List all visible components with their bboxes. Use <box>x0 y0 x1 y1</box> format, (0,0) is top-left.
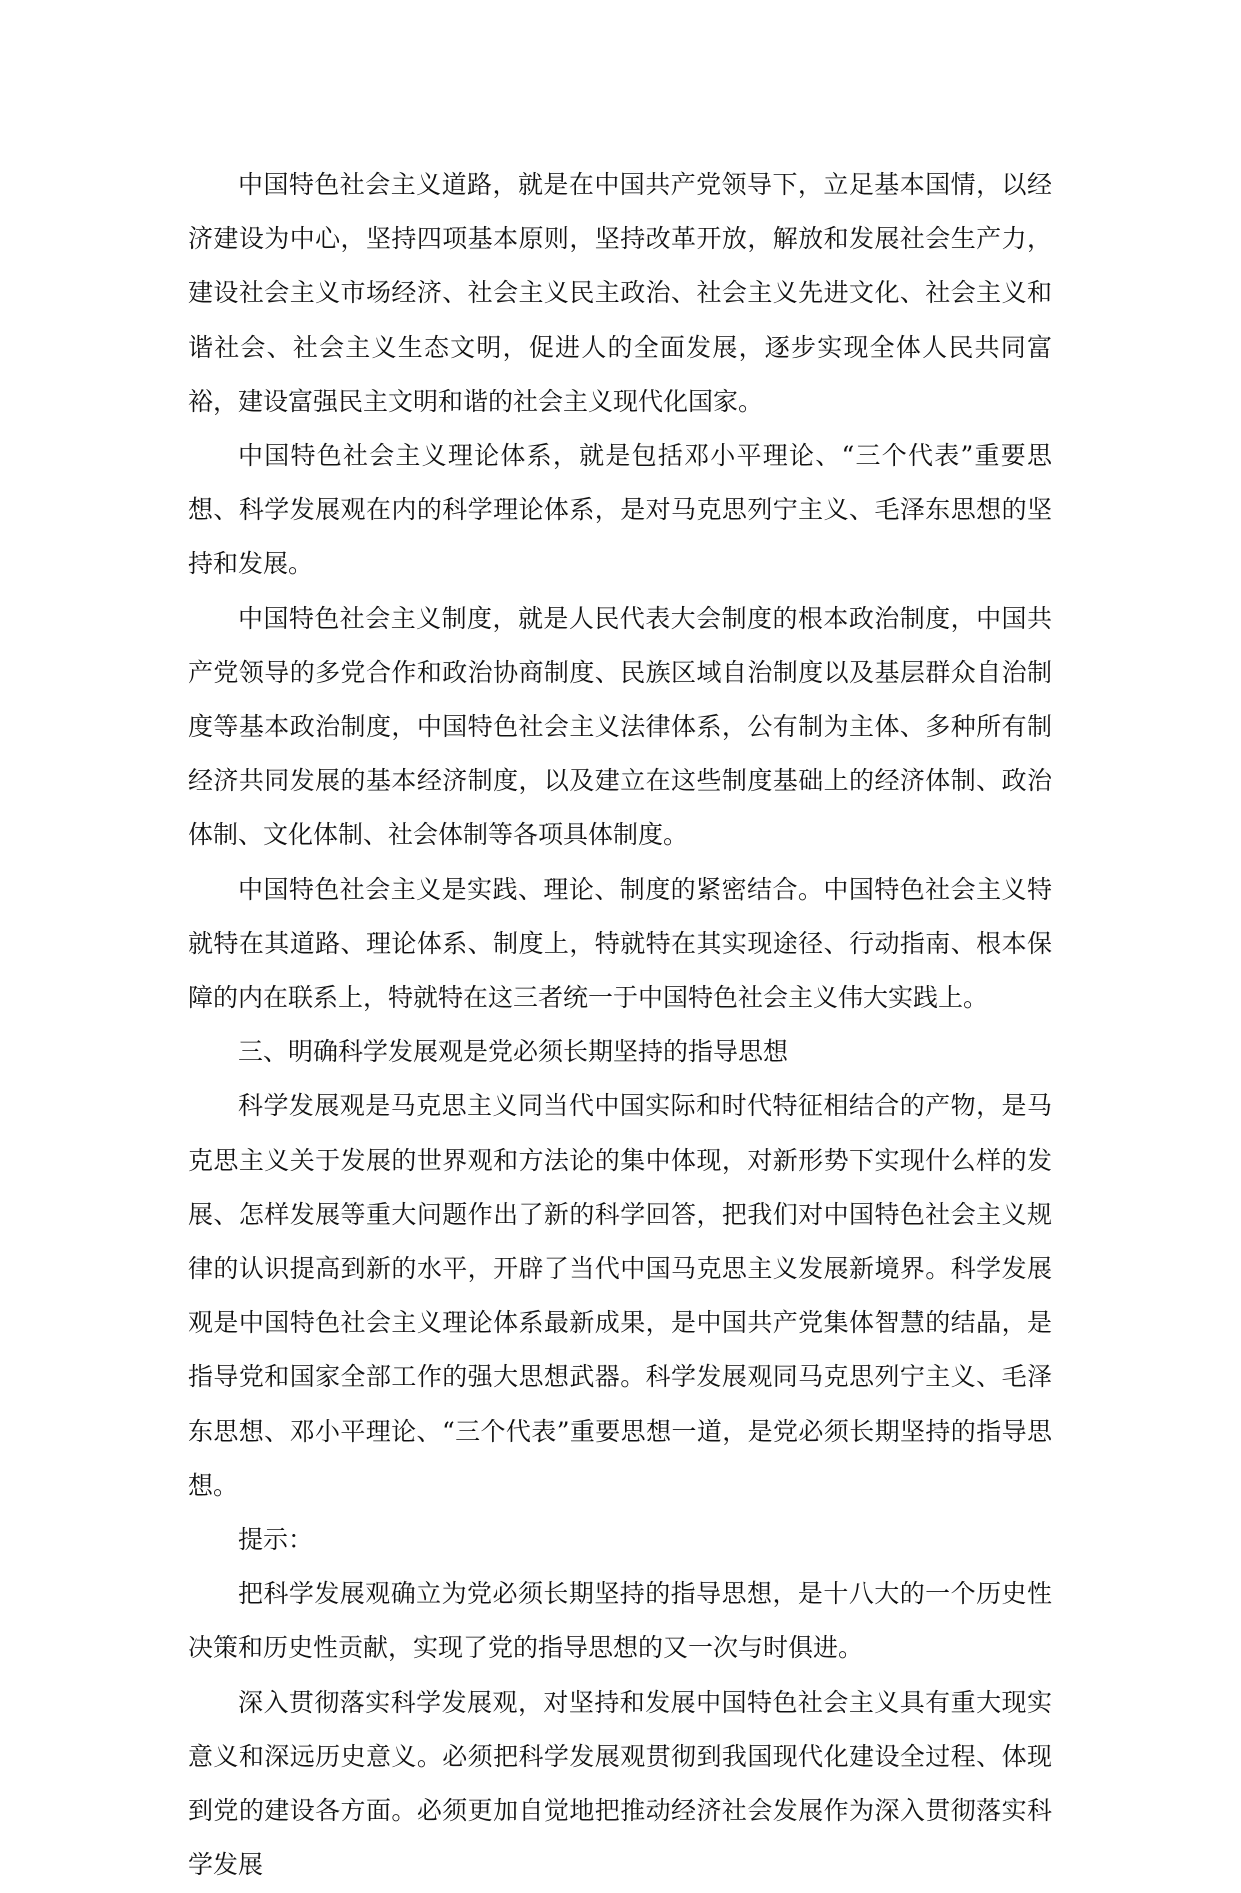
document-body <box>188 158 1052 1893</box>
section-heading-scientific-outlook: 三、明确科学发展观是党必须长期坚持的指导思想 <box>238 1037 789 1067</box>
tip-heading: 提示： <box>238 1525 314 1555</box>
paragraph-theoretical-system: 中国特色社会主义理论体系，就是包括邓小平理论、“三个代表”重要思想、科学发展观在内的科学理论体系，是对马克思列宁主义、毛泽东思想的坚持和发展。 <box>188 441 1052 579</box>
paragraph-combination: 中国特色社会主义是实践、理论、制度的紧密结合。中国特色社会主义特就特在其道路、理论体系、制度上，特就特在其实现途径、行动指南、根本保障的内在联系上，特就特在这三者统一于中国特色社会主义伟大实践上。 <box>188 874 1052 1013</box>
paragraph-tip-historic-decision: 把科学发展观确立为党必须长期坚持的指导思想，是十八大的一个历史性决策和历史性贡献，实现了党的指导思想的又一次与时俱进。 <box>188 1579 1052 1663</box>
paragraph-socialist-road: 中国特色社会主义道路，就是在中国共产党领导下，立足基本国情，以经济建设为中心，坚持四项基本原则，坚持改革开放，解放和发展社会生产力，建设社会主义市场经济、社会主义民主政治、社会主义先进文化、社会主义和谐社会、社会主义生态文明，促进人的全面发展，逐步实现全体人民共同富裕，建设富强民主文明和谐的社会主义现代化国家。 <box>188 170 1052 416</box>
paragraph-scientific-outlook: 科学发展观是马克思主义同当代中国实际和时代特征相结合的产物，是马克思主义关于发展的世界观和方法论的集中体现，对新形势下实现什么样的发展、怎样发展等重大问题作出了新的科学回答，把我们对中国特色社会主义规律的认识提高到新的水平，开辟了当代中国马克思主义发展新境界。科学发展观是中国特色社会主义理论体系最新成果，是中国共产党集体智慧的结晶，是指导党和国家全部工作的强大思想武器。科学发展观同马克思列宁主义、毛泽东思想、邓小平理论、“三个代表”重要思想一道，是党必须长期坚持的指导思想。 <box>188 1091 1052 1500</box>
paragraph-socialist-system: 中国特色社会主义制度，就是人民代表大会制度的根本政治制度，中国共产党领导的多党合作和政治协商制度、民族区域自治制度以及基层群众自治制度等基本政治制度，中国特色社会主义法律体系，公有制为主体、多种所有制经济共同发展的基本经济制度，以及建立在这些制度基础上的经济体制、政治体制、文化体制、社会体制等各项具体制度。 <box>188 603 1052 850</box>
paragraph-tip-implementation: 深入贯彻落实科学发展观，对坚持和发展中国特色社会主义具有重大现实意义和深远历史意义。必须把科学发展观贯彻到我国现代化建设全过程、体现到党的建设各方面。必须更加自觉地把推动经济社会发展作为深入贯彻落实科学发展 <box>188 1687 1052 1880</box>
